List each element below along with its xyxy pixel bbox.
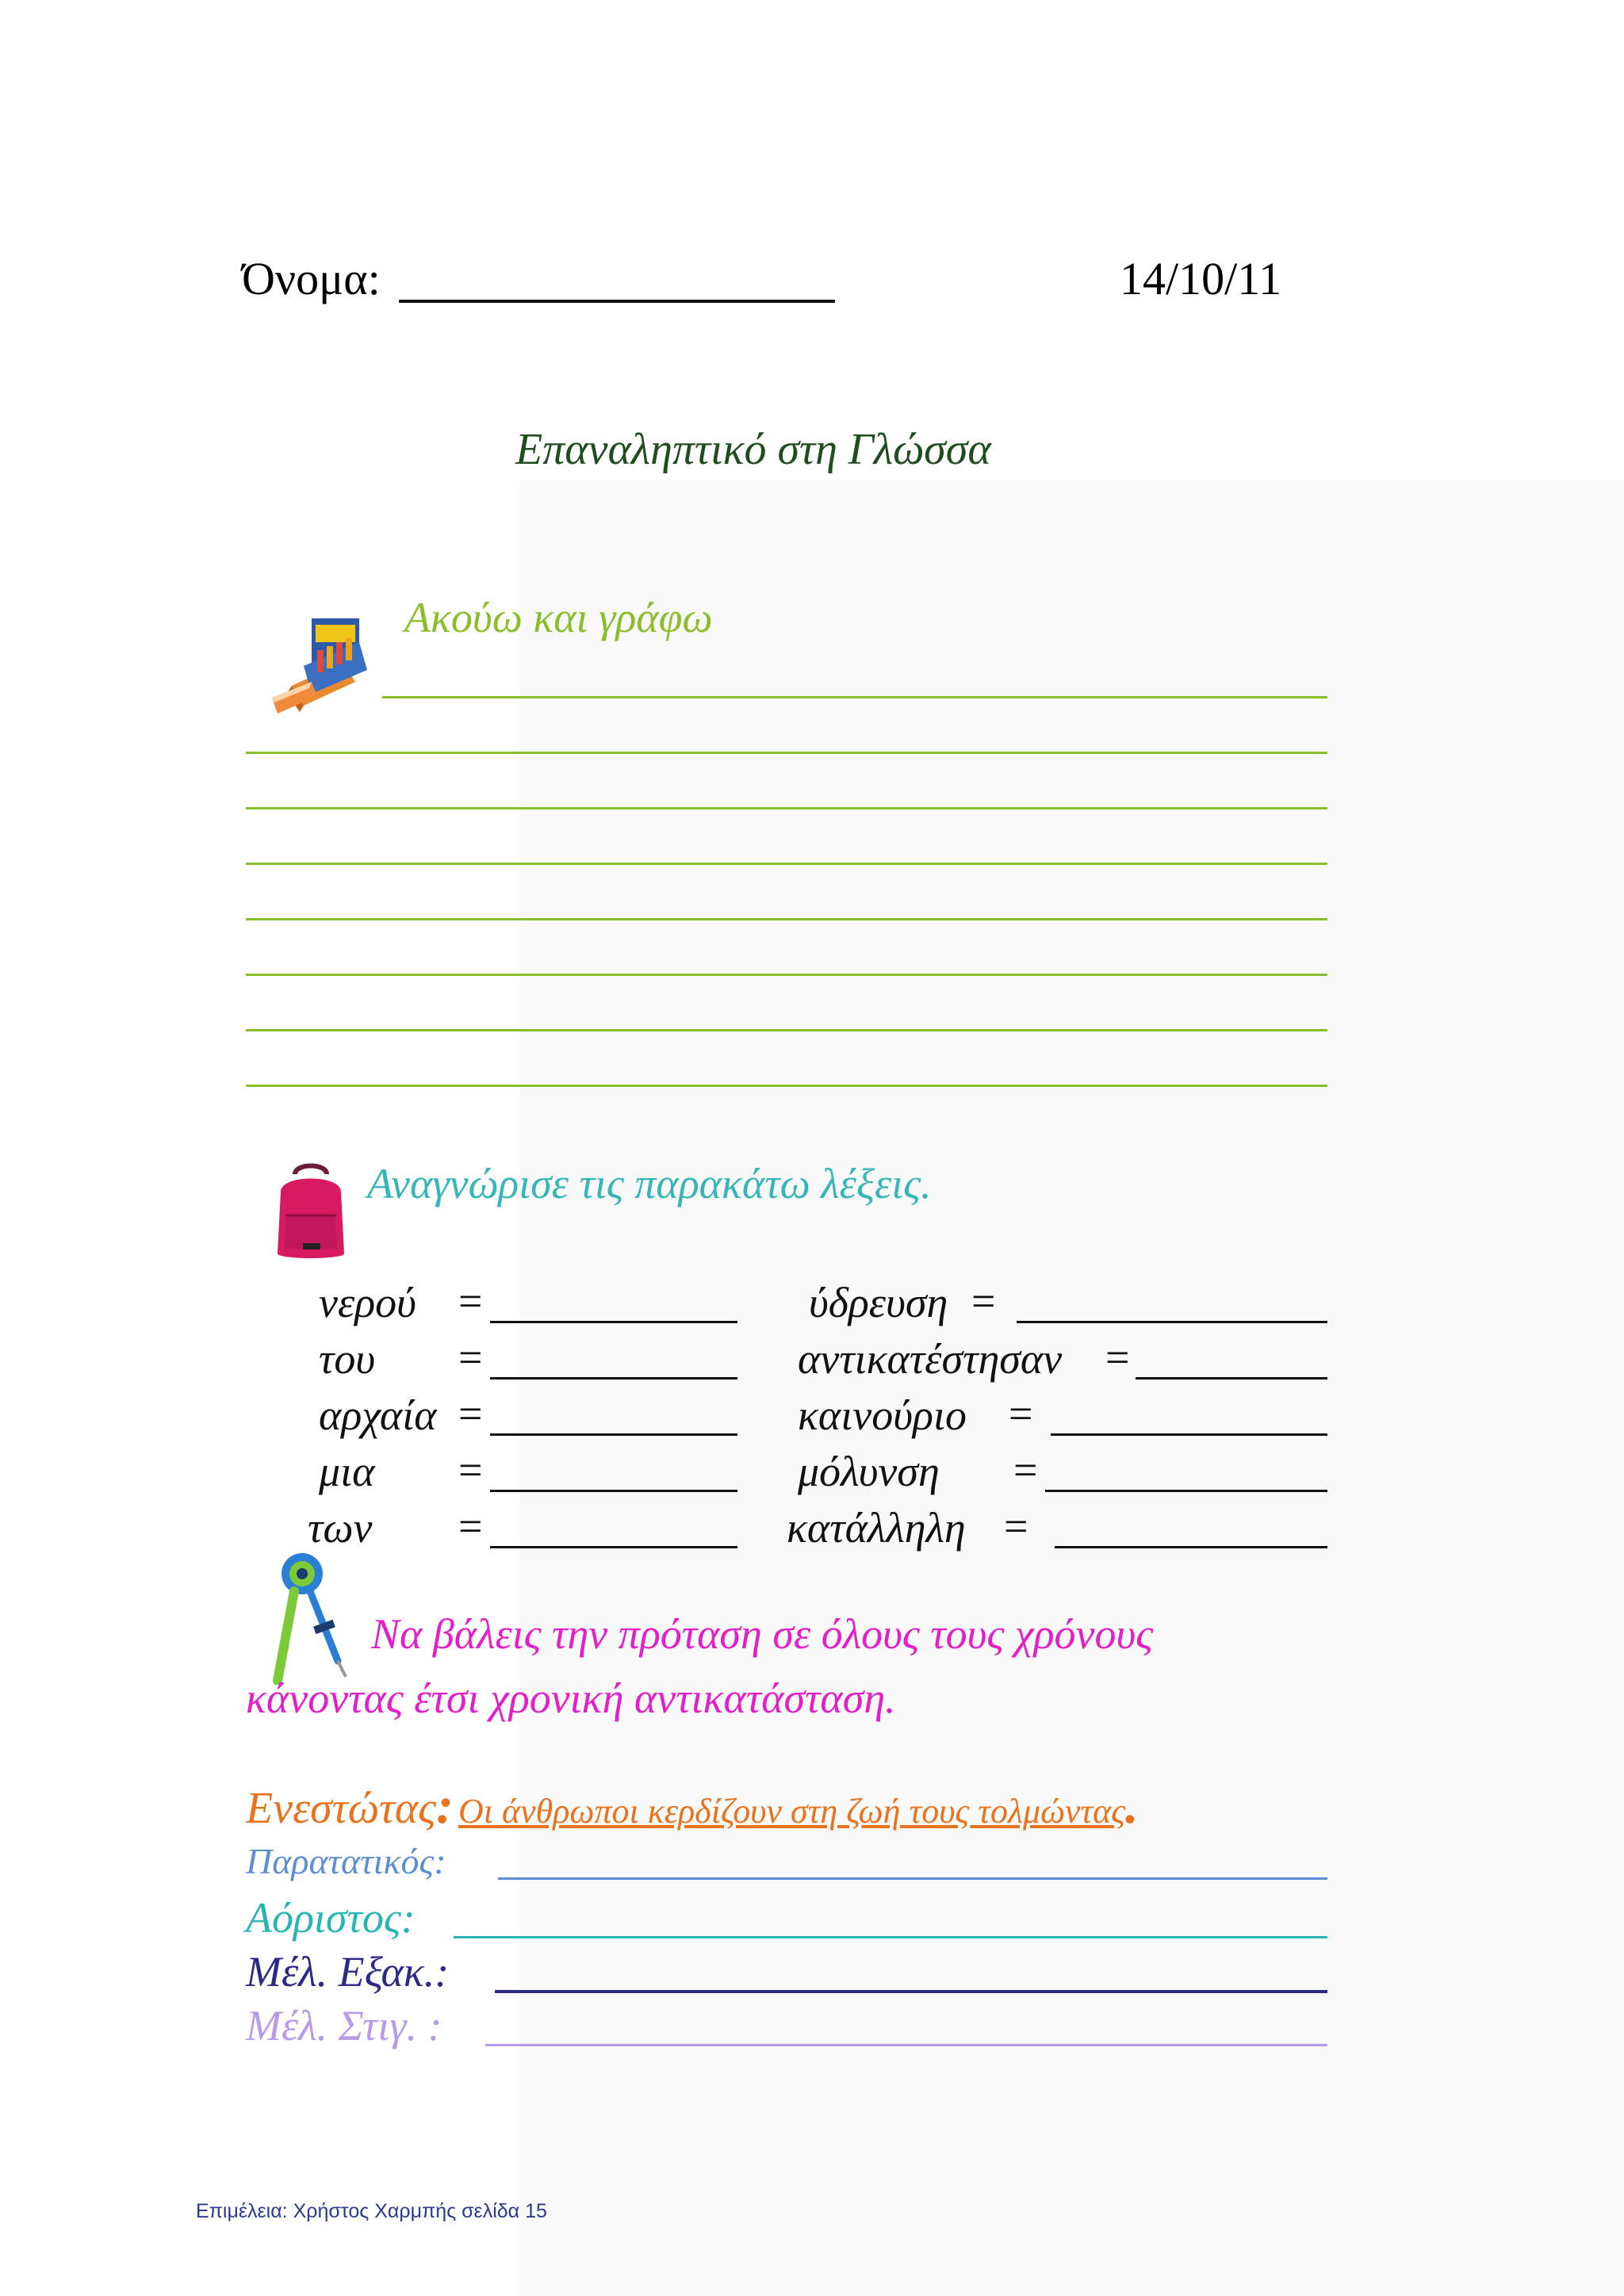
answer-blank[interactable] bbox=[490, 1546, 737, 1548]
equals-sign: = bbox=[1013, 1446, 1038, 1494]
answer-blank[interactable] bbox=[1055, 1546, 1327, 1548]
dictation-line[interactable] bbox=[246, 807, 1327, 809]
tense-label-imperfect: Παρατατικός: bbox=[246, 1841, 446, 1881]
name-label: Όνομα: bbox=[242, 253, 381, 304]
equals-sign: = bbox=[458, 1334, 483, 1381]
name-field[interactable] bbox=[399, 300, 835, 303]
word-right: κατάλληλη bbox=[787, 1504, 966, 1552]
answer-blank[interactable] bbox=[490, 1321, 737, 1323]
present-tense-period: . bbox=[1125, 1777, 1139, 1835]
answer-blank[interactable] bbox=[1051, 1433, 1327, 1436]
word-right: καινούριο bbox=[798, 1391, 967, 1439]
equals-sign: = bbox=[458, 1502, 483, 1550]
page-footer: Επιμέλεια: Χρήστος Χαρμπής σελίδα 15 bbox=[196, 2200, 547, 2222]
word-left: των bbox=[308, 1504, 373, 1552]
answer-blank[interactable] bbox=[490, 1490, 737, 1492]
dictation-heading: Ακούω και γράφω bbox=[404, 594, 713, 641]
tense-answer-line[interactable] bbox=[495, 1990, 1327, 1993]
answer-blank[interactable] bbox=[1045, 1490, 1327, 1492]
page-title: Επαναληπτικό στη Γλώσσα bbox=[515, 425, 991, 474]
word-right: μόλυνση bbox=[798, 1448, 940, 1495]
dictation-line[interactable] bbox=[246, 752, 1327, 754]
tenses-instruction-line1: Να βάλεις την πρόταση σε όλους τους χρόνους bbox=[371, 1610, 1154, 1658]
pencil-case-icon bbox=[268, 603, 371, 721]
equals-sign: = bbox=[1009, 1390, 1033, 1437]
dictation-line[interactable] bbox=[246, 1085, 1327, 1087]
backpack-icon bbox=[271, 1160, 350, 1263]
word-left: του bbox=[319, 1335, 376, 1383]
present-tense-label: Ενεστώτας bbox=[246, 1784, 437, 1833]
present-tense-colon: : bbox=[436, 1777, 454, 1835]
tense-answer-line[interactable] bbox=[498, 1877, 1327, 1880]
dictation-line[interactable] bbox=[246, 918, 1327, 920]
tenses-instruction-line2: κάνοντας έτσι χρονική αντικατάσταση. bbox=[246, 1674, 896, 1722]
answer-blank[interactable] bbox=[1136, 1377, 1327, 1380]
word-right: αντικατέστησαν bbox=[798, 1335, 1063, 1383]
tense-label-future-simple: Μέλ. Στιγ. : bbox=[246, 2002, 442, 2049]
equals-sign: = bbox=[1004, 1502, 1028, 1550]
dictation-line[interactable] bbox=[382, 696, 1327, 698]
word-right: ύδρευση bbox=[809, 1279, 948, 1326]
answer-blank[interactable] bbox=[1017, 1321, 1327, 1323]
dictation-line[interactable] bbox=[246, 974, 1327, 976]
equals-sign: = bbox=[458, 1277, 483, 1325]
equals-sign: = bbox=[458, 1446, 483, 1494]
words-heading: Αναγνώρισε τις παρακάτω λέξεις. bbox=[367, 1160, 932, 1207]
equals-sign: = bbox=[971, 1277, 996, 1325]
equals-sign: = bbox=[1105, 1334, 1130, 1381]
answer-blank[interactable] bbox=[490, 1433, 737, 1436]
answer-blank[interactable] bbox=[490, 1377, 737, 1380]
word-left: νερού bbox=[319, 1279, 416, 1326]
tense-answer-line[interactable] bbox=[454, 1936, 1327, 1938]
word-left: αρχαία bbox=[319, 1391, 437, 1439]
date: 14/10/11 bbox=[1120, 253, 1282, 304]
compass-icon bbox=[266, 1550, 354, 1685]
present-tense-row bbox=[246, 1776, 1139, 1836]
tense-label-future-continuous: Μέλ. Εξακ.: bbox=[246, 1948, 450, 1996]
tense-label-aorist: Αόριστος: bbox=[246, 1894, 416, 1942]
equals-sign: = bbox=[458, 1390, 483, 1437]
dictation-line[interactable] bbox=[246, 1029, 1327, 1031]
present-tense-sentence: Οι άνθρωποι κερδίζουν στη ζωή τους τολμώντας bbox=[458, 1792, 1126, 1831]
dictation-line[interactable] bbox=[246, 863, 1327, 865]
word-left: μια bbox=[319, 1448, 375, 1495]
tense-answer-line[interactable] bbox=[485, 2044, 1327, 2046]
